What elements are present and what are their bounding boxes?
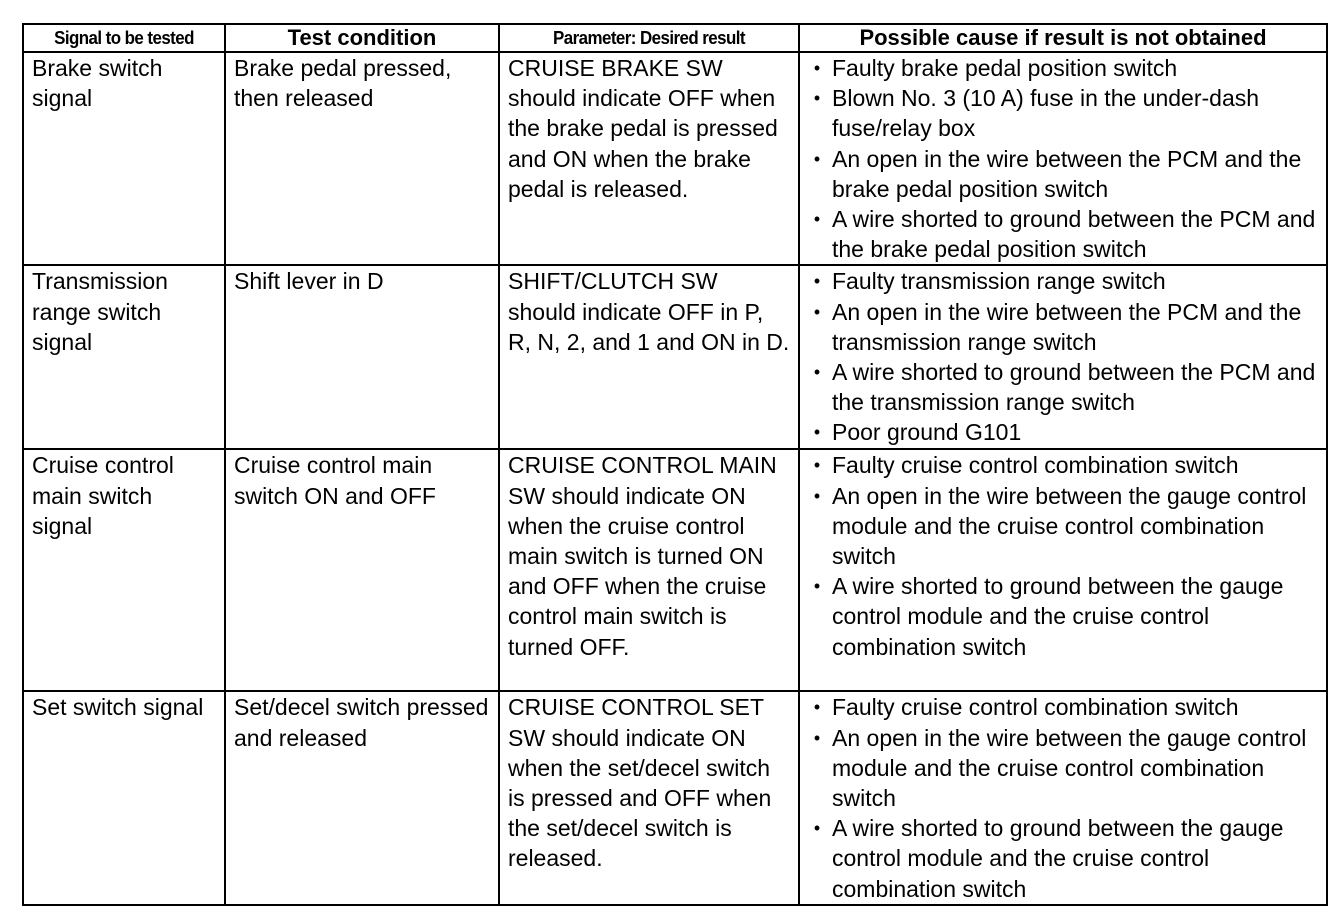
header-row: [23, 24, 1327, 52]
causes-list: [808, 692, 1318, 903]
parameter-text: CRUISE CONTROL MAIN SW should indicate ON when the cruise control main switch is turned ON and OFF when the cruise control main switch is turned OFF.: [508, 452, 777, 660]
parameter-cell: [499, 52, 799, 265]
cause-text: An open in the wire between the gauge control module and the cruise control combination switch: [832, 482, 1307, 570]
signal-text: Cruise control main switch signal: [32, 452, 174, 539]
cause-item: [808, 571, 1318, 662]
cause-text: An open in the wire between the gauge control module and the cruise control combination switch: [832, 724, 1307, 812]
cause-text: Blown No. 3 (10 A) fuse in the under-dash fuse/relay box: [832, 85, 1260, 142]
condition-text: Brake pedal pressed, then released: [234, 55, 452, 112]
signal-text: Transmission range switch signal: [32, 268, 168, 355]
condition-cell: [225, 449, 499, 691]
cause-text: An open in the wire between the PCM and the transmission range switch: [832, 298, 1302, 355]
cause-item: [808, 692, 1318, 722]
signal-text: Brake switch signal: [32, 55, 163, 112]
bullet-icon: •: [813, 697, 821, 718]
causes-cell: [799, 265, 1327, 449]
cause-text: An open in the wire between the PCM and the brake pedal position switch: [832, 145, 1302, 202]
signal-cell: [23, 265, 225, 449]
cause-item: [808, 481, 1318, 572]
cause-item: [808, 204, 1318, 264]
cause-item: [808, 450, 1318, 480]
cause-text: Faulty transmission range switch: [832, 268, 1166, 295]
header-parameter: Parameter: Desired result: [508, 24, 790, 52]
parameter-cell: [499, 265, 799, 449]
cause-item: [808, 297, 1318, 357]
header-condition: Test condition: [225, 24, 499, 52]
causes-list: [808, 266, 1318, 447]
signal-text: Set switch signal: [32, 694, 204, 721]
cause-item: [808, 357, 1318, 417]
causes-cell: [799, 52, 1327, 265]
cause-item: [808, 813, 1318, 904]
table-row: [23, 52, 1327, 265]
cause-text: Poor ground G101: [832, 419, 1022, 446]
bullet-icon: •: [813, 88, 821, 109]
condition-cell: [225, 52, 499, 265]
cause-text: Faulty cruise control combination switch: [832, 694, 1239, 721]
cause-item: [808, 417, 1318, 447]
bullet-icon: •: [813, 818, 821, 839]
causes-list: [808, 450, 1318, 661]
cause-item: [808, 83, 1318, 143]
table-row: [23, 449, 1327, 691]
condition-text: Set/decel switch pressed and released: [234, 694, 489, 751]
bullet-icon: •: [813, 271, 821, 292]
condition-text: Shift lever in D: [234, 268, 384, 295]
bullet-icon: •: [813, 362, 821, 383]
cause-text: A wire shorted to ground between the PCM and the transmission range switch: [832, 359, 1316, 416]
cause-item: [808, 53, 1318, 83]
causes-cell: [799, 449, 1327, 691]
bullet-icon: •: [813, 148, 821, 169]
bullet-icon: •: [813, 455, 821, 476]
bullet-icon: •: [813, 422, 821, 443]
cause-text: Faulty cruise control combination switch: [832, 452, 1239, 479]
table-row: [23, 691, 1327, 904]
bullet-icon: •: [813, 301, 821, 322]
signal-cell: [23, 52, 225, 265]
bullet-icon: •: [813, 58, 821, 78]
condition-cell: [225, 265, 499, 449]
parameter-text: SHIFT/CLUTCH SW should indicate OFF in P, R, N, 2, and 1 and ON in D.: [508, 268, 790, 355]
bullet-icon: •: [813, 727, 821, 748]
condition-text: Cruise control main switch ON and OFF: [234, 452, 436, 509]
cause-item: [808, 144, 1318, 204]
cause-item: [808, 266, 1318, 296]
parameter-text: CRUISE BRAKE SW should indicate OFF when the brake pedal is pressed and ON when the brake pedal is released.: [508, 55, 778, 202]
parameter-cell: [499, 691, 799, 904]
cause-text: A wire shorted to ground between the gauge control module and the cruise control combination switch: [832, 573, 1284, 660]
condition-cell: [225, 691, 499, 904]
cause-text: A wire shorted to ground between the PCM and the brake pedal position switch: [832, 206, 1316, 263]
table-row: [23, 265, 1327, 449]
cause-text: Faulty brake pedal position switch: [832, 55, 1178, 81]
causes-list: [808, 53, 1318, 264]
diagnostic-table: [22, 23, 1328, 906]
parameter-cell: [499, 449, 799, 691]
causes-cell: [799, 691, 1327, 904]
signal-cell: [23, 691, 225, 904]
parameter-text: CRUISE CONTROL SET SW should indicate ON when the set/decel switch is pressed and OFF when the set/decel switch is released.: [508, 694, 772, 872]
bullet-icon: •: [813, 576, 821, 597]
bullet-icon: •: [813, 485, 821, 506]
header-causes: Possible cause if result is not obtained: [799, 24, 1327, 52]
header-signal: Signal to be tested: [29, 24, 219, 52]
bullet-icon: •: [813, 209, 821, 230]
signal-cell: [23, 449, 225, 691]
cause-item: [808, 723, 1318, 814]
cause-text: A wire shorted to ground between the gauge control module and the cruise control combination switch: [832, 815, 1284, 902]
